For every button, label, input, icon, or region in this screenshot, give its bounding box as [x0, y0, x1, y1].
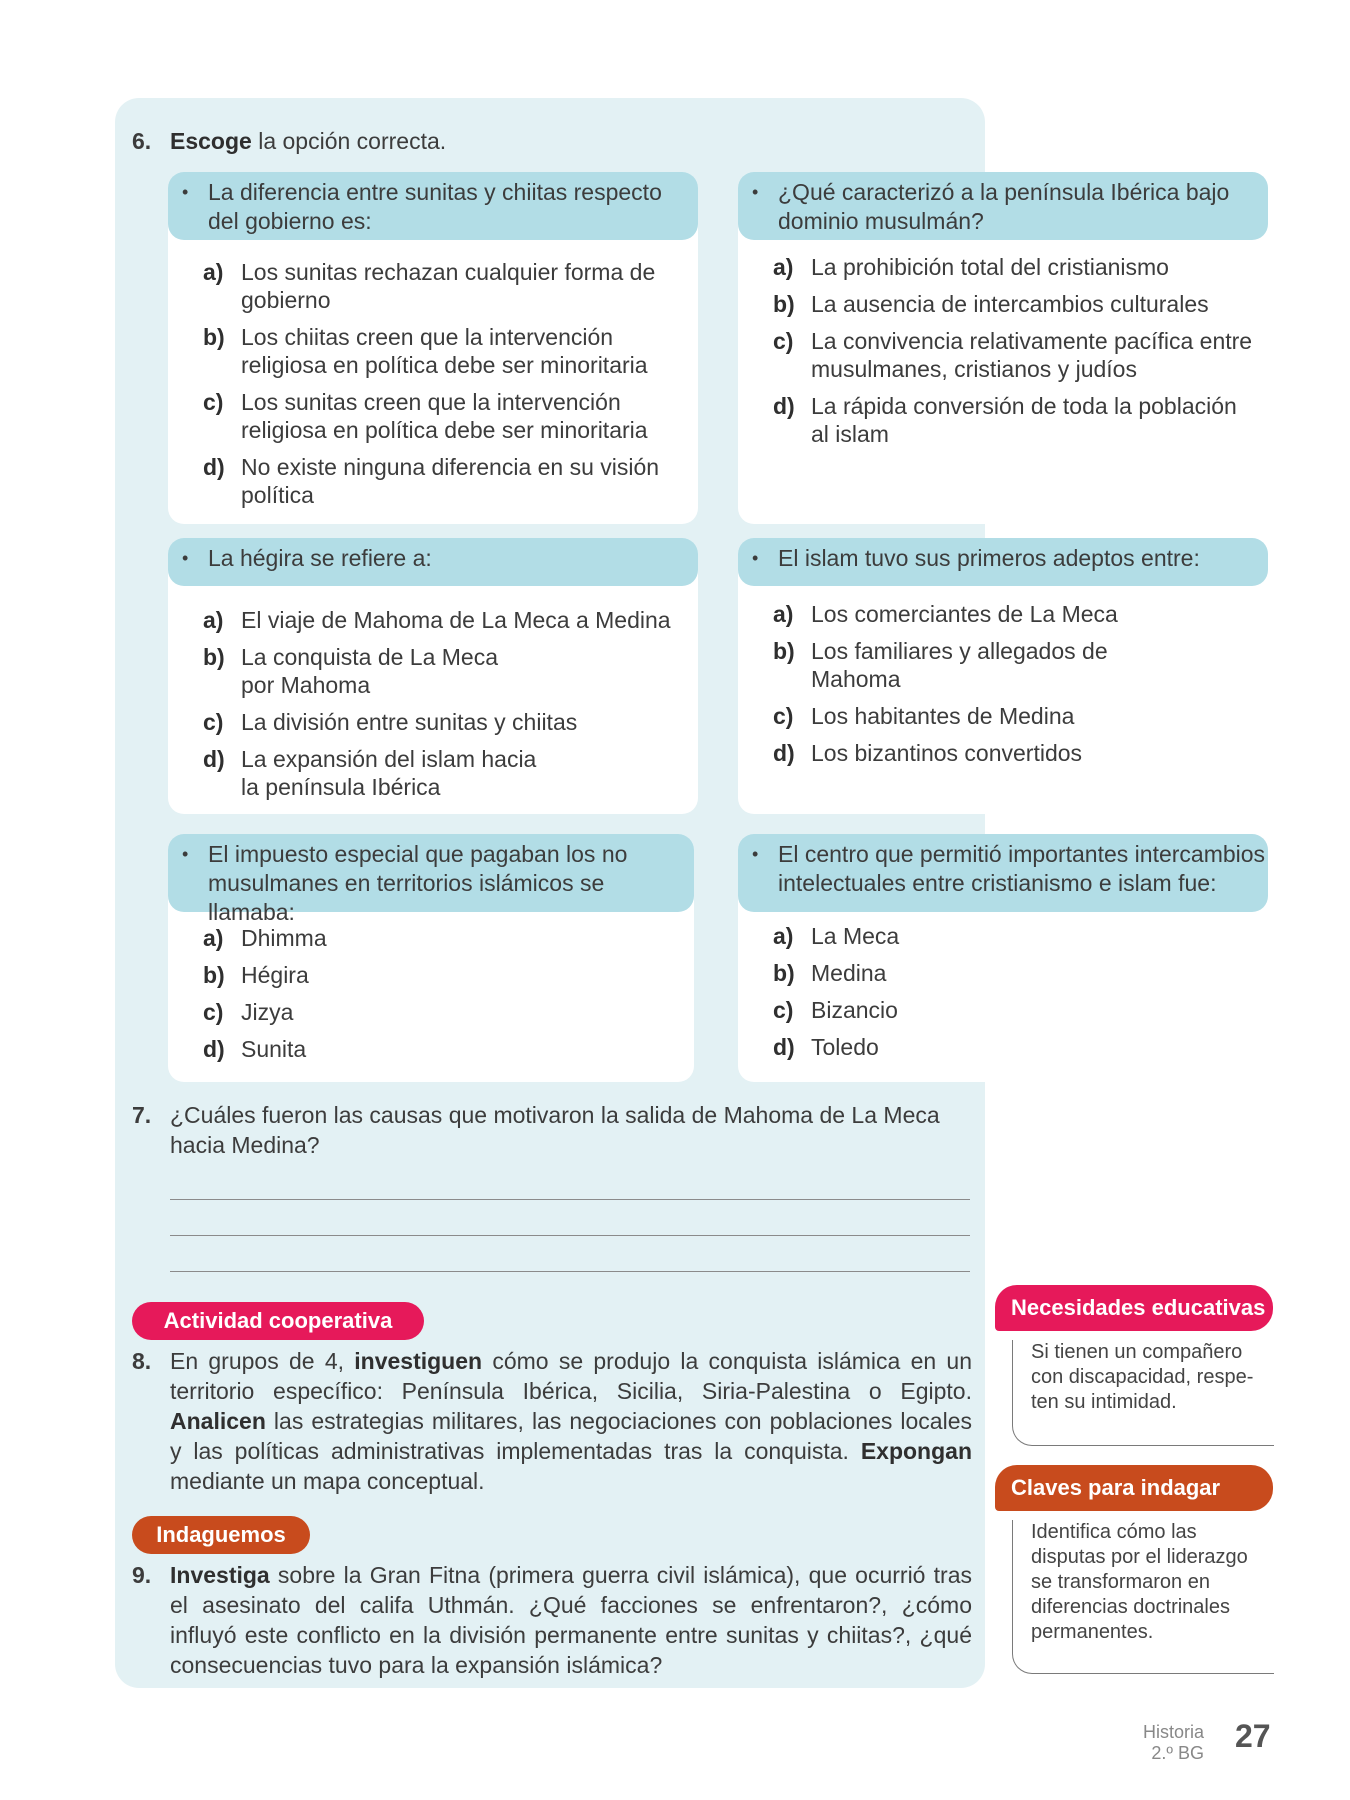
answer-line[interactable]	[170, 1235, 970, 1236]
question-text: ¿Cuáles fueron las causas que motivaron la salida de Mahoma de La Meca hacia Medina?	[170, 1102, 940, 1158]
question-stem: • El centro que permitió importantes intercambios intelectuales entre cristianismo e islam fue:	[738, 834, 1268, 912]
question-stem: • El impuesto especial que pagaban los no musulmanes en territorios islámicos se llamaba:	[168, 834, 694, 912]
option-c[interactable]: c) Bizancio	[773, 997, 898, 1023]
cooperative-activity-badge: Actividad cooperativa	[132, 1302, 424, 1340]
option-a[interactable]: a) Los sunitas rechazan cualquier forma de gobierno	[203, 259, 656, 313]
question-8: 8. En grupos de 4, investiguen cómo se produjo la conquista islámica en un territorio específico: Península Ibérica, Sicilia, Siria-Palestina o Egipto. Analicen las estrategias militares, las negociaciones con poblaciones locales y las políticas administrativas implementadas tras la conquista. Expongan mediante un mapa conceptual.	[132, 1348, 972, 1494]
research-keys-note: Identifica cómo las disputas por el liderazgo se transformaron en diferencias doctrinales permanentes.	[1012, 1520, 1274, 1674]
option-b[interactable]: b) La conquista de La Meca por Mahoma	[203, 644, 499, 698]
question-number: 6.	[132, 128, 152, 154]
question-card-2	[738, 172, 1268, 524]
page-number: 27	[1235, 1718, 1271, 1754]
question-7	[132, 1100, 972, 1160]
options-list	[773, 600, 1258, 776]
question-stem: • ¿Qué caracterizó a la península Ibérica bajo dominio musulmán?	[738, 172, 1268, 240]
question-number: 9.	[132, 1562, 152, 1588]
option-d[interactable]: d) La expansión del islam hacia la península Ibérica	[203, 746, 537, 800]
option-b[interactable]: b) Los chiitas creen que la intervención religiosa en política debe ser minoritaria	[203, 324, 648, 378]
option-c[interactable]: c) La división entre sunitas y chiitas	[203, 709, 578, 735]
question-card-3	[168, 538, 698, 814]
question-9: 9. Investiga sobre la Gran Fitna (primera guerra civil islámica), que ocurrió tras el asesinato del califa Uthmán. ¿Qué facciones se enfrentaron?, ¿cómo influyó este conflicto en la división permanente entre sunitas y chiitas?, ¿qué consecuencias tuvo para la expansión islámica?	[132, 1562, 972, 1678]
question-6-heading	[132, 126, 446, 156]
question-card-4	[738, 538, 1268, 814]
indaguemos-badge: Indaguemos	[132, 1516, 310, 1554]
options-list	[203, 606, 688, 810]
option-a[interactable]: a) Los comerciantes de La Meca	[773, 601, 1118, 627]
option-b[interactable]: b) Medina	[773, 960, 887, 986]
option-d[interactable]: d) La rápida conversión de toda la población al islam	[773, 393, 1237, 447]
option-d[interactable]: d) Toledo	[773, 1034, 879, 1060]
options-list	[773, 922, 1258, 1070]
question-number: 7.	[132, 1102, 152, 1128]
special-needs-title: Necesidades educativas	[995, 1285, 1273, 1331]
options-list	[203, 924, 684, 1072]
option-a[interactable]: a) La Meca	[773, 923, 900, 949]
option-b[interactable]: b) La ausencia de intercambios culturales	[773, 291, 1209, 317]
research-keys-title: Claves para indagar	[995, 1465, 1273, 1511]
option-c[interactable]: c) Los habitantes de Medina	[773, 703, 1075, 729]
question-card-6	[738, 834, 1268, 1082]
question-card-1	[168, 172, 698, 524]
question-card-5	[168, 834, 694, 1082]
options-list	[773, 253, 1258, 457]
question-stem: • El islam tuvo sus primeros adeptos entre:	[738, 538, 1268, 586]
options-list	[203, 258, 688, 518]
option-c[interactable]: c) La convivencia relativamente pacífica entre musulmanes, cristianos y judíos	[773, 328, 1253, 382]
answer-line[interactable]	[170, 1199, 970, 1200]
option-d[interactable]: d) No existe ninguna diferencia en su visión política	[203, 454, 660, 508]
question-stem: • La diferencia entre sunitas y chiitas respecto del gobierno es:	[168, 172, 698, 240]
question-verb: Escoge	[170, 128, 252, 154]
option-d[interactable]: d) Sunita	[203, 1036, 307, 1062]
option-b[interactable]: b) Hégira	[203, 962, 309, 988]
option-d[interactable]: d) Los bizantinos convertidos	[773, 740, 1083, 766]
footer-subject: Historia 2.º BG	[1142, 1722, 1204, 1763]
option-c[interactable]: c) Los sunitas creen que la intervención religiosa en política debe ser minoritaria	[203, 389, 648, 443]
option-a[interactable]: a) La prohibición total del cristianismo	[773, 254, 1169, 280]
question-number: 8.	[132, 1348, 152, 1374]
question-stem: • La hégira se refiere a:	[168, 538, 698, 586]
option-b[interactable]: b) Los familiares y allegados de Mahoma	[773, 638, 1108, 692]
option-a[interactable]: a) El viaje de Mahoma de La Meca a Medina	[203, 607, 671, 633]
special-needs-note: Si tienen un compañero con discapacidad, respe-ten su intimidad.	[1012, 1340, 1274, 1446]
option-c[interactable]: c) Jizya	[203, 999, 294, 1025]
answer-line[interactable]	[170, 1271, 970, 1272]
option-a[interactable]: a) Dhimma	[203, 925, 327, 951]
question-text: la opción correcta.	[251, 128, 447, 154]
